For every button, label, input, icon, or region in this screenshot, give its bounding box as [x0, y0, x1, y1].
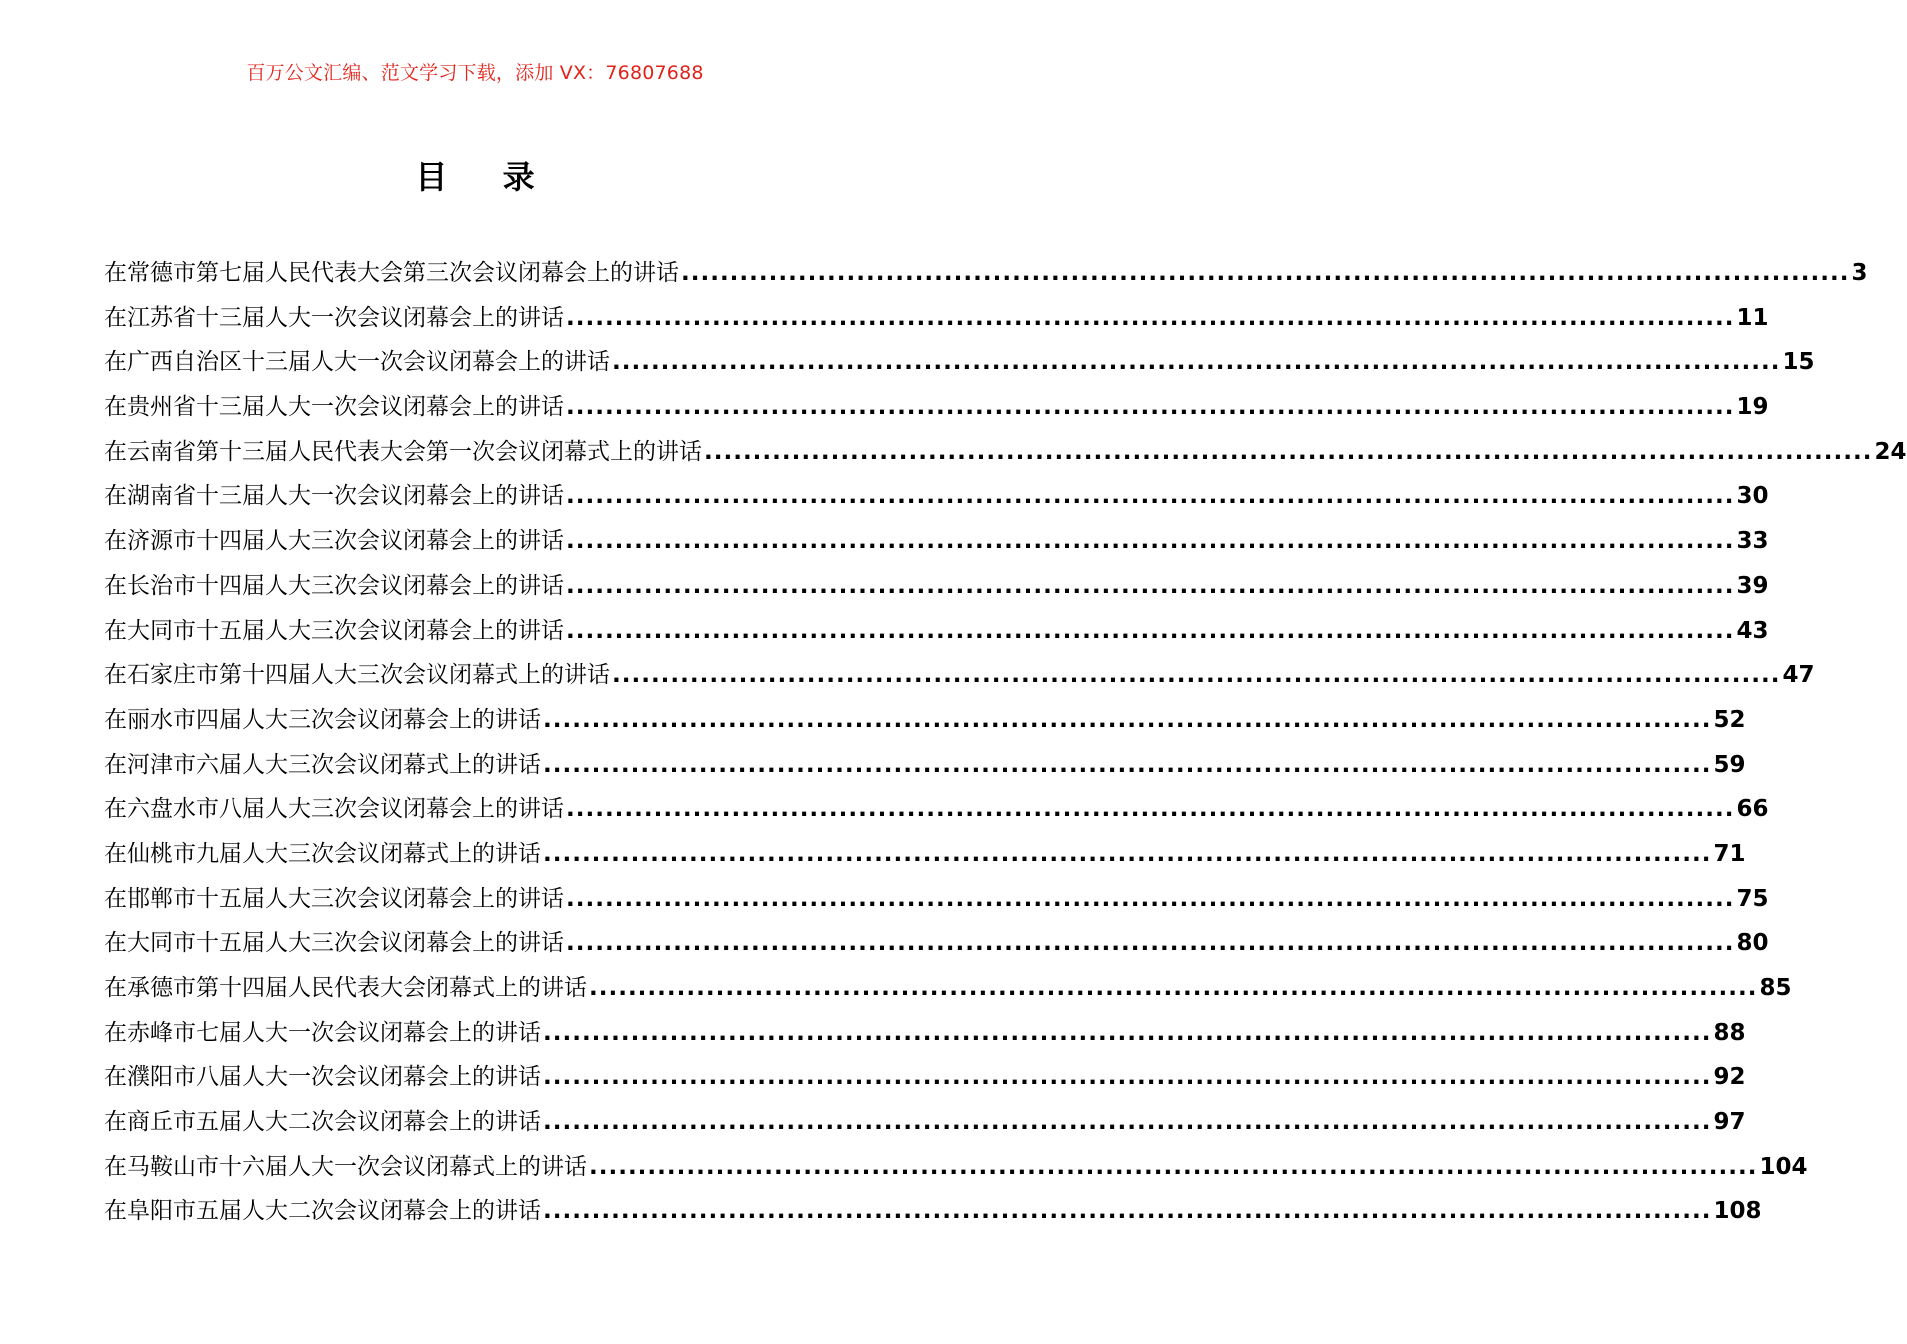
toc-entry-page-number: 24 [1874, 438, 1907, 465]
toc-entry-title: 在云南省第十三届人民代表大会第一次会议闭幕式上的讲话 [104, 438, 702, 465]
toc-dot-leader: ........................................................................................................................ [543, 1109, 1712, 1136]
toc-dot-leader: ........................................................................................................................ [704, 438, 1873, 465]
toc-entry-page-number: 75 [1736, 885, 1769, 912]
toc-entry-title: 在阜阳市五届人大二次会议闭幕会上的讲话 [104, 1198, 541, 1225]
toc-entry-page-number: 88 [1713, 1019, 1746, 1046]
toc-entry[interactable] [104, 609, 1769, 654]
toc-entry[interactable] [104, 564, 1769, 609]
toc-entry[interactable] [104, 966, 1792, 1011]
toc-entry-title: 在赤峰市七届人大一次会议闭幕会上的讲话 [104, 1019, 541, 1046]
toc-entry-page-number: 3 [1851, 260, 1868, 286]
toc-dot-leader: ........................................................................................................................ [543, 751, 1712, 778]
toc-entry-title: 在河津市六届人大三次会议闭幕式上的讲话 [104, 751, 541, 778]
toc-entry[interactable] [104, 519, 1769, 564]
toc-dot-leader: ........................................................................................................................ [612, 349, 1781, 376]
toc-dot-leader: ........................................................................................................................ [566, 930, 1735, 957]
toc-dot-leader: ........................................................................................................................ [566, 528, 1735, 555]
toc-entry[interactable] [104, 877, 1769, 922]
toc-entry-page-number: 11 [1736, 304, 1769, 331]
toc-entry-page-number: 30 [1736, 483, 1769, 510]
toc-entry-page-number: 97 [1713, 1109, 1746, 1136]
toc-dot-leader: ........................................................................................................................ [566, 617, 1735, 644]
toc-dot-leader: ........................................................................................................................ [589, 975, 1758, 1001]
toc-entry-title: 在六盘水市八届人大三次会议闭幕会上的讲话 [104, 796, 564, 823]
toc-entry-page-number: 39 [1736, 572, 1769, 599]
toc-dot-leader: ........................................................................................................................ [612, 662, 1781, 689]
toc-entry-title: 在广西自治区十三届人大一次会议闭幕会上的讲话 [104, 349, 610, 376]
toc-entry-page-number: 71 [1713, 840, 1746, 867]
toc-entry[interactable] [104, 698, 1746, 743]
toc-entry-title: 在濮阳市八届人大一次会议闭幕会上的讲话 [104, 1064, 541, 1091]
toc-dot-leader: ........................................................................................................................ [566, 483, 1735, 510]
toc-entry-title: 在商丘市五届人大二次会议闭幕会上的讲话 [104, 1109, 541, 1136]
toc-dot-leader: ........................................................................................................................ [543, 840, 1712, 867]
toc-dot-leader: ........................................................................................................................ [589, 1153, 1758, 1180]
toc-dot-leader: ........................................................................................................................ [681, 260, 1850, 286]
toc-entry[interactable] [104, 787, 1769, 832]
toc-entry-page-number: 33 [1736, 528, 1769, 555]
toc-entry-title: 在大同市十五届人大三次会议闭幕会上的讲话 [104, 617, 564, 644]
toc-entry-page-number: 104 [1759, 1153, 1808, 1180]
header-note: 百万公文汇编、范文学习下载，添加 VX：76807688 [246, 62, 704, 84]
toc-dot-leader: ........................................................................................................................ [566, 394, 1735, 421]
toc-entry[interactable] [104, 743, 1746, 788]
toc-entry-title: 在江苏省十三届人大一次会议闭幕会上的讲话 [104, 304, 564, 331]
toc-entry-title: 在长治市十四届人大三次会议闭幕会上的讲话 [104, 572, 564, 599]
toc-entry[interactable] [104, 1011, 1746, 1056]
toc-dot-leader: ........................................................................................................................ [543, 1198, 1712, 1225]
toc-dot-leader: ........................................................................................................................ [543, 1064, 1712, 1091]
toc-dot-leader: ........................................................................................................................ [566, 796, 1735, 823]
toc-entry-page-number: 92 [1713, 1064, 1746, 1091]
toc-entry-title: 在仙桃市九届人大三次会议闭幕式上的讲话 [104, 840, 541, 867]
toc-entry-page-number: 66 [1736, 796, 1769, 823]
toc-entry[interactable] [104, 1145, 1808, 1190]
toc-entry[interactable] [104, 921, 1769, 966]
toc-entry-title: 在常德市第七届人民代表大会第三次会议闭幕会上的讲话 [104, 260, 679, 286]
toc-entry[interactable] [104, 340, 1815, 385]
toc-entry-title: 在丽水市四届人大三次会议闭幕会上的讲话 [104, 706, 541, 733]
toc-entry-title: 在石家庄市第十四届人大三次会议闭幕式上的讲话 [104, 662, 610, 689]
toc-entry[interactable] [104, 1100, 1746, 1145]
toc-dot-leader: ........................................................................................................................ [566, 885, 1735, 912]
toc-entry-page-number: 59 [1713, 751, 1746, 778]
toc-entry-page-number: 19 [1736, 394, 1769, 421]
toc-dot-leader: ........................................................................................................................ [566, 572, 1735, 599]
toc-entry-title: 在马鞍山市十六届人大一次会议闭幕式上的讲话 [104, 1153, 587, 1180]
toc-dot-leader: ........................................................................................................................ [543, 1019, 1712, 1046]
toc-entry-page-number: 47 [1782, 662, 1815, 689]
toc-entry[interactable] [104, 251, 1868, 296]
toc-entry[interactable] [104, 385, 1769, 430]
toc-entry-title: 在邯郸市十五届人大三次会议闭幕会上的讲话 [104, 885, 564, 912]
table-of-contents [104, 251, 1907, 1234]
toc-entry[interactable] [104, 832, 1746, 877]
toc-entry-page-number: 15 [1782, 349, 1815, 376]
toc-entry[interactable] [104, 474, 1769, 519]
toc-entry-title: 在贵州省十三届人大一次会议闭幕会上的讲话 [104, 394, 564, 421]
toc-entry-page-number: 85 [1759, 975, 1792, 1001]
toc-entry[interactable] [104, 296, 1769, 341]
toc-dot-leader: ........................................................................................................................ [543, 706, 1712, 733]
toc-entry-page-number: 108 [1713, 1198, 1762, 1225]
toc-entry-page-number: 52 [1713, 706, 1746, 733]
page-title: 目 录 [415, 158, 557, 196]
toc-entry[interactable] [104, 653, 1815, 698]
toc-entry[interactable] [104, 430, 1907, 475]
toc-dot-leader: ........................................................................................................................ [566, 304, 1735, 331]
toc-entry[interactable] [104, 1189, 1762, 1234]
toc-entry[interactable] [104, 1055, 1746, 1100]
toc-entry-title: 在承德市第十四届人民代表大会闭幕式上的讲话 [104, 975, 587, 1001]
toc-entry-page-number: 80 [1736, 930, 1769, 957]
toc-entry-title: 在湖南省十三届人大一次会议闭幕会上的讲话 [104, 483, 564, 510]
toc-entry-page-number: 43 [1736, 617, 1769, 644]
toc-entry-title: 在大同市十五届人大三次会议闭幕会上的讲话 [104, 930, 564, 957]
toc-entry-title: 在济源市十四届人大三次会议闭幕会上的讲话 [104, 528, 564, 555]
